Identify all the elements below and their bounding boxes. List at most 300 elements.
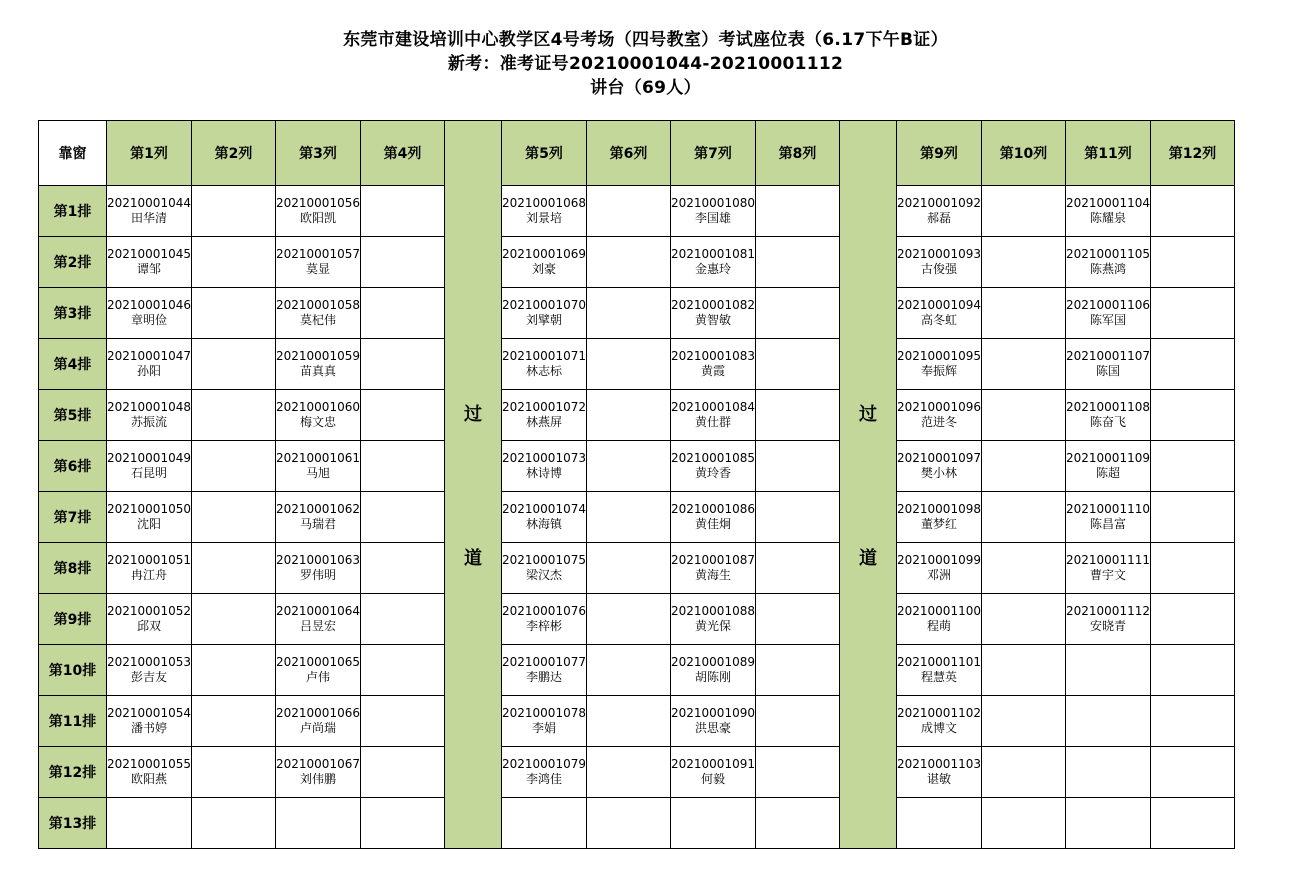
seat-examinee-name: 马旭 xyxy=(305,466,330,480)
seat-ticket-number: 20210001059 xyxy=(276,349,360,363)
seat-cell xyxy=(502,696,587,747)
seat-cell xyxy=(982,492,1066,543)
row-label: 第2排 xyxy=(39,237,107,288)
seat-cell xyxy=(982,441,1066,492)
seat-row xyxy=(39,186,1235,237)
seat-ticket-number: 20210001067 xyxy=(276,757,360,771)
seat-ticket-number: 20210001093 xyxy=(897,247,981,261)
column-header: 第1列 xyxy=(107,121,192,186)
seat-cell xyxy=(502,237,587,288)
seat-examinee-name: 石昆明 xyxy=(130,466,167,480)
seat-cell xyxy=(502,492,587,543)
seat-ticket-number: 20210001051 xyxy=(107,553,191,567)
seat-cell xyxy=(756,645,840,696)
seat-cell xyxy=(1151,390,1235,441)
seat-ticket-number: 20210001080 xyxy=(671,196,755,210)
seat-examinee-name: 卢尚瑞 xyxy=(299,721,336,735)
row-label: 第6排 xyxy=(39,441,107,492)
seat-cell xyxy=(1151,339,1235,390)
seat-examinee-name: 郝磊 xyxy=(926,211,951,225)
seat-examinee-name: 马瑞君 xyxy=(299,517,336,531)
seat-cell xyxy=(587,798,671,849)
seat-examinee-name: 高冬虹 xyxy=(920,313,957,327)
seat-cell xyxy=(1066,441,1151,492)
aisle-label xyxy=(840,400,896,570)
seat-cell xyxy=(361,186,445,237)
seat-examinee-name: 陈奋飞 xyxy=(1089,415,1126,429)
seat-cell xyxy=(1151,492,1235,543)
column-header: 第5列 xyxy=(502,121,587,186)
seat-ticket-number: 20210001111 xyxy=(1066,553,1150,567)
seat-cell xyxy=(982,288,1066,339)
seat-cell xyxy=(192,492,276,543)
seat-cell xyxy=(361,339,445,390)
seat-cell xyxy=(361,747,445,798)
seat-cell xyxy=(276,237,361,288)
seat-cell xyxy=(587,390,671,441)
row-label: 第5排 xyxy=(39,390,107,441)
seat-ticket-number: 20210001044 xyxy=(107,196,191,210)
row-label: 第1排 xyxy=(39,186,107,237)
seat-ticket-number: 20210001063 xyxy=(276,553,360,567)
seat-examinee-name: 成博文 xyxy=(920,721,957,735)
seat-ticket-number: 20210001089 xyxy=(671,655,755,669)
seat-cell xyxy=(671,696,756,747)
seat-cell xyxy=(192,186,276,237)
seat-cell xyxy=(1151,594,1235,645)
seat-ticket-number: 20210001090 xyxy=(671,706,755,720)
seat-cell xyxy=(756,186,840,237)
seat-cell xyxy=(502,594,587,645)
seat-ticket-number: 20210001048 xyxy=(107,400,191,414)
seat-ticket-number: 20210001061 xyxy=(276,451,360,465)
seat-cell xyxy=(192,645,276,696)
seat-examinee-name: 罗伟明 xyxy=(299,568,336,582)
row-label: 第3排 xyxy=(39,288,107,339)
seat-cell xyxy=(361,798,445,849)
seat-ticket-number: 20210001082 xyxy=(671,298,755,312)
seat-cell xyxy=(276,696,361,747)
seat-cell xyxy=(756,390,840,441)
seat-ticket-number: 20210001075 xyxy=(502,553,586,567)
seat-cell xyxy=(276,747,361,798)
seat-cell xyxy=(982,645,1066,696)
seat-cell xyxy=(192,339,276,390)
seat-examinee-name: 程萌 xyxy=(926,619,951,633)
seat-examinee-name: 安晓青 xyxy=(1089,619,1126,633)
seat-examinee-name: 李梓彬 xyxy=(525,619,562,633)
seat-cell xyxy=(107,237,192,288)
seat-cell xyxy=(361,441,445,492)
seat-ticket-number: 20210001083 xyxy=(671,349,755,363)
seat-examinee-name: 程慧英 xyxy=(920,670,957,684)
seat-ticket-number: 20210001050 xyxy=(107,502,191,516)
seat-cell xyxy=(671,441,756,492)
aisle xyxy=(840,121,897,849)
seat-cell xyxy=(192,798,276,849)
seat-cell xyxy=(361,492,445,543)
seat-examinee-name: 莫显 xyxy=(305,262,330,276)
seat-cell xyxy=(192,288,276,339)
seat-cell xyxy=(1151,237,1235,288)
seat-examinee-name: 董梦红 xyxy=(920,517,957,531)
seat-cell xyxy=(897,288,982,339)
row-label: 第11排 xyxy=(39,696,107,747)
seat-cell xyxy=(1066,288,1151,339)
seat-cell xyxy=(756,237,840,288)
seat-examinee-name: 梁汉杰 xyxy=(525,568,562,582)
seat-cell xyxy=(756,798,840,849)
seat-cell xyxy=(107,390,192,441)
seat-examinee-name: 范进冬 xyxy=(920,415,957,429)
seat-cell xyxy=(897,645,982,696)
seat-ticket-number: 20210001066 xyxy=(276,706,360,720)
seat-cell xyxy=(1151,441,1235,492)
seat-cell xyxy=(107,747,192,798)
seat-row xyxy=(39,237,1235,288)
seat-cell xyxy=(587,441,671,492)
seat-cell xyxy=(587,594,671,645)
seat-cell xyxy=(897,390,982,441)
seat-cell xyxy=(361,390,445,441)
seat-ticket-number: 20210001055 xyxy=(107,757,191,771)
seat-examinee-name: 冉江舟 xyxy=(130,568,167,582)
seat-ticket-number: 20210001047 xyxy=(107,349,191,363)
title-block xyxy=(0,28,1291,100)
seat-cell xyxy=(756,543,840,594)
seat-examinee-name: 黄光保 xyxy=(694,619,731,633)
seat-cell xyxy=(1151,543,1235,594)
seat-cell xyxy=(982,798,1066,849)
seat-examinee-name: 金惠玲 xyxy=(694,262,731,276)
seat-ticket-number: 20210001053 xyxy=(107,655,191,669)
seat-cell xyxy=(502,339,587,390)
seat-ticket-number: 20210001085 xyxy=(671,451,755,465)
column-header: 第6列 xyxy=(587,121,671,186)
seat-cell xyxy=(107,696,192,747)
seat-ticket-number: 20210001079 xyxy=(502,757,586,771)
row-label: 第12排 xyxy=(39,747,107,798)
seat-ticket-number: 20210001054 xyxy=(107,706,191,720)
seat-cell xyxy=(107,186,192,237)
seat-row xyxy=(39,798,1235,849)
seat-examinee-name: 梅文忠 xyxy=(299,415,336,429)
seat-row xyxy=(39,288,1235,339)
seat-cell xyxy=(671,594,756,645)
seat-ticket-number: 20210001070 xyxy=(502,298,586,312)
seat-ticket-number: 20210001069 xyxy=(502,247,586,261)
aisle-char: 过 xyxy=(859,403,877,425)
seat-cell xyxy=(1066,798,1151,849)
seat-cell xyxy=(107,543,192,594)
seat-cell xyxy=(897,798,982,849)
seat-cell xyxy=(502,390,587,441)
seat-cell xyxy=(756,288,840,339)
seat-cell xyxy=(276,645,361,696)
seat-examinee-name: 刘豪 xyxy=(531,262,556,276)
seat-cell xyxy=(361,288,445,339)
seat-examinee-name: 陈昌富 xyxy=(1089,517,1126,531)
seat-ticket-number: 20210001104 xyxy=(1066,196,1150,210)
seat-examinee-name: 黄玲香 xyxy=(694,466,731,480)
window-label: 靠窗 xyxy=(39,121,107,186)
seat-examinee-name: 吕昱宏 xyxy=(299,619,336,633)
seat-cell xyxy=(1066,747,1151,798)
seat-examinee-name: 林志标 xyxy=(525,364,562,378)
seat-ticket-number: 20210001087 xyxy=(671,553,755,567)
seat-cell xyxy=(1066,237,1151,288)
seat-cell xyxy=(192,237,276,288)
seat-ticket-number: 20210001057 xyxy=(276,247,360,261)
seat-cell xyxy=(897,492,982,543)
seat-row xyxy=(39,543,1235,594)
seat-cell xyxy=(1151,798,1235,849)
seat-cell xyxy=(897,237,982,288)
row-label: 第9排 xyxy=(39,594,107,645)
seat-cell xyxy=(982,237,1066,288)
seat-cell xyxy=(756,747,840,798)
seat-cell xyxy=(671,543,756,594)
seat-ticket-number: 20210001105 xyxy=(1066,247,1150,261)
seat-cell xyxy=(1066,492,1151,543)
seat-row xyxy=(39,339,1235,390)
seat-row xyxy=(39,492,1235,543)
seat-ticket-number: 20210001060 xyxy=(276,400,360,414)
seat-examinee-name: 刘景培 xyxy=(525,211,562,225)
seat-ticket-number: 20210001103 xyxy=(897,757,981,771)
seat-ticket-number: 20210001097 xyxy=(897,451,981,465)
seat-cell xyxy=(982,186,1066,237)
seat-ticket-number: 20210001086 xyxy=(671,502,755,516)
seat-examinee-name: 黄仕群 xyxy=(694,415,731,429)
seat-cell xyxy=(587,186,671,237)
seat-cell xyxy=(276,288,361,339)
seat-examinee-name: 孙阳 xyxy=(136,364,161,378)
aisle xyxy=(445,121,502,849)
seat-examinee-name: 章明俭 xyxy=(130,313,167,327)
seat-examinee-name: 陈军国 xyxy=(1089,313,1126,327)
seat-cell xyxy=(756,339,840,390)
column-header: 第12列 xyxy=(1151,121,1235,186)
aisle-label xyxy=(445,400,501,570)
seat-cell xyxy=(361,645,445,696)
seat-ticket-number: 20210001068 xyxy=(502,196,586,210)
seat-cell xyxy=(756,492,840,543)
seating-table-body xyxy=(39,121,1235,849)
column-header: 第11列 xyxy=(1066,121,1151,186)
seat-cell xyxy=(107,441,192,492)
page-subtitle: 新考：准考证号20210001044-20210001112 xyxy=(447,54,844,74)
row-label: 第7排 xyxy=(39,492,107,543)
seat-examinee-name: 苏振流 xyxy=(130,415,167,429)
seat-ticket-number: 20210001112 xyxy=(1066,604,1150,618)
row-label: 第10排 xyxy=(39,645,107,696)
seat-cell xyxy=(192,390,276,441)
seat-cell xyxy=(1151,645,1235,696)
seat-examinee-name: 彭吉友 xyxy=(130,670,167,684)
column-header: 第4列 xyxy=(361,121,445,186)
seat-cell xyxy=(982,339,1066,390)
seat-cell xyxy=(587,747,671,798)
seat-examinee-name: 黄佳炯 xyxy=(694,517,731,531)
seat-cell xyxy=(107,288,192,339)
seat-examinee-name: 谌敏 xyxy=(926,772,951,786)
seat-ticket-number: 20210001062 xyxy=(276,502,360,516)
seat-examinee-name: 田华清 xyxy=(130,211,167,225)
seat-examinee-name: 曹宇文 xyxy=(1089,568,1126,582)
seat-examinee-name: 欧阳凯 xyxy=(299,211,336,225)
seat-cell xyxy=(502,747,587,798)
seat-row xyxy=(39,747,1235,798)
seat-examinee-name: 苗真真 xyxy=(299,364,336,378)
seat-examinee-name: 林诗博 xyxy=(525,466,562,480)
row-label: 第8排 xyxy=(39,543,107,594)
seat-cell xyxy=(361,237,445,288)
seat-cell xyxy=(587,492,671,543)
seat-cell xyxy=(276,186,361,237)
seat-row xyxy=(39,594,1235,645)
seat-cell xyxy=(587,696,671,747)
seat-cell xyxy=(192,747,276,798)
seat-cell xyxy=(361,696,445,747)
seat-cell xyxy=(1066,696,1151,747)
seat-cell xyxy=(982,747,1066,798)
seat-ticket-number: 20210001064 xyxy=(276,604,360,618)
seat-cell xyxy=(276,390,361,441)
column-header: 第9列 xyxy=(897,121,982,186)
seat-ticket-number: 20210001099 xyxy=(897,553,981,567)
seat-ticket-number: 20210001078 xyxy=(502,706,586,720)
header-row xyxy=(39,121,1235,186)
seat-cell xyxy=(502,798,587,849)
seat-examinee-name: 潘书婷 xyxy=(130,721,167,735)
seat-examinee-name: 陈国 xyxy=(1095,364,1120,378)
seat-examinee-name: 陈耀泉 xyxy=(1089,211,1126,225)
seat-examinee-name: 黄霞 xyxy=(700,364,725,378)
seat-cell xyxy=(897,696,982,747)
seat-examinee-name: 林海镇 xyxy=(525,517,562,531)
seat-examinee-name: 欧阳燕 xyxy=(130,772,167,786)
seat-cell xyxy=(587,339,671,390)
seat-examinee-name: 邓洲 xyxy=(926,568,951,582)
seat-row xyxy=(39,390,1235,441)
seat-cell xyxy=(982,696,1066,747)
seat-cell xyxy=(276,441,361,492)
seat-cell xyxy=(671,492,756,543)
seat-ticket-number: 20210001077 xyxy=(502,655,586,669)
seat-ticket-number: 20210001108 xyxy=(1066,400,1150,414)
seat-examinee-name: 陈燕鸿 xyxy=(1089,262,1126,276)
podium-label: 讲台（69人） xyxy=(590,78,701,98)
seat-ticket-number: 20210001071 xyxy=(502,349,586,363)
seat-cell xyxy=(107,645,192,696)
seat-cell xyxy=(107,594,192,645)
seat-examinee-name: 李鸿佳 xyxy=(525,772,562,786)
seat-cell xyxy=(756,696,840,747)
seat-cell xyxy=(587,645,671,696)
seat-examinee-name: 林燕屏 xyxy=(525,415,562,429)
seat-cell xyxy=(192,696,276,747)
seat-cell xyxy=(1066,645,1151,696)
seat-ticket-number: 20210001102 xyxy=(897,706,981,720)
seat-cell xyxy=(982,390,1066,441)
aisle-char: 道 xyxy=(859,547,877,569)
seat-examinee-name: 李鹏达 xyxy=(525,670,562,684)
column-header: 第3列 xyxy=(276,121,361,186)
seat-cell xyxy=(192,441,276,492)
seat-cell xyxy=(671,747,756,798)
seat-cell xyxy=(502,288,587,339)
seat-cell xyxy=(276,339,361,390)
seat-ticket-number: 20210001107 xyxy=(1066,349,1150,363)
page-title: 东莞市建设培训中心教学区4号考场（四号教室）考试座位表（6.17下午B证） xyxy=(343,30,948,50)
column-header: 第2列 xyxy=(192,121,276,186)
seat-ticket-number: 20210001076 xyxy=(502,604,586,618)
seat-ticket-number: 20210001109 xyxy=(1066,451,1150,465)
seat-examinee-name: 卢伟 xyxy=(305,670,330,684)
seating-table xyxy=(38,120,1235,849)
seat-cell xyxy=(1066,339,1151,390)
seat-cell xyxy=(276,798,361,849)
seat-examinee-name: 李娟 xyxy=(531,721,556,735)
seat-cell xyxy=(587,288,671,339)
seat-ticket-number: 20210001110 xyxy=(1066,502,1150,516)
seat-cell xyxy=(1066,594,1151,645)
seat-row xyxy=(39,645,1235,696)
seat-ticket-number: 20210001101 xyxy=(897,655,981,669)
seat-cell xyxy=(897,747,982,798)
seat-examinee-name: 莫杞伟 xyxy=(299,313,336,327)
seat-cell xyxy=(107,798,192,849)
seat-cell xyxy=(982,594,1066,645)
seat-cell xyxy=(276,594,361,645)
seat-row xyxy=(39,696,1235,747)
seat-ticket-number: 20210001056 xyxy=(276,196,360,210)
seat-examinee-name: 刘擘朝 xyxy=(525,313,562,327)
seat-ticket-number: 20210001094 xyxy=(897,298,981,312)
seat-cell xyxy=(982,543,1066,594)
seat-examinee-name: 奉振辉 xyxy=(920,364,957,378)
seat-ticket-number: 20210001092 xyxy=(897,196,981,210)
aisle-char: 过 xyxy=(464,403,482,425)
seat-examinee-name: 古俊强 xyxy=(920,262,957,276)
seat-cell xyxy=(276,492,361,543)
seat-cell xyxy=(192,543,276,594)
seat-ticket-number: 20210001065 xyxy=(276,655,360,669)
seat-ticket-number: 20210001081 xyxy=(671,247,755,261)
seat-cell xyxy=(1066,390,1151,441)
seat-cell xyxy=(671,237,756,288)
seat-ticket-number: 20210001088 xyxy=(671,604,755,618)
seat-cell xyxy=(756,594,840,645)
row-label: 第13排 xyxy=(39,798,107,849)
seat-examinee-name: 洪思豪 xyxy=(694,721,731,735)
seat-cell xyxy=(897,594,982,645)
seat-cell xyxy=(502,645,587,696)
seat-ticket-number: 20210001074 xyxy=(502,502,586,516)
seat-cell xyxy=(756,441,840,492)
seat-cell xyxy=(671,288,756,339)
seat-cell xyxy=(897,186,982,237)
seat-cell xyxy=(502,186,587,237)
seat-examinee-name: 李国雄 xyxy=(694,211,731,225)
column-header: 第8列 xyxy=(756,121,840,186)
seat-cell xyxy=(1151,696,1235,747)
seat-ticket-number: 20210001046 xyxy=(107,298,191,312)
seat-ticket-number: 20210001106 xyxy=(1066,298,1150,312)
seat-cell xyxy=(1151,747,1235,798)
seat-examinee-name: 沈阳 xyxy=(136,517,161,531)
